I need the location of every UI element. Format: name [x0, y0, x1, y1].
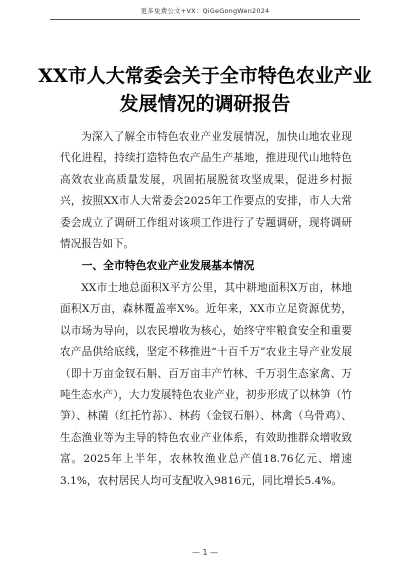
title-line-2: 发展情况的调研报告 — [119, 93, 291, 115]
title-line-1: XX市人大常委会关于全市特色农业产业 — [38, 65, 372, 87]
header-divider — [50, 19, 360, 20]
intro-paragraph: 为深入了解全市特色农业产业发展情况，加快山地农业现代化进程，持续打造特色农产品生产基地，推进现代山地特色高效农业高质量发展，巩固拓展脱贫攻坚成果，促进乡村振兴，按照XX市人大常委会2025年工作要点的安排，市人大常委会成立了调研工作组对该项工作进行了专题调研，现将调研情况报告如下。 — [60, 131, 352, 251]
page-number: — 1 — — [191, 548, 219, 557]
document-title — [0, 62, 410, 118]
header-note: 更多免费公文+VX：QiGeGongWen2024 — [140, 7, 270, 15]
section-1-paragraph: XX市土地总面积X平方公里，其中耕地面积X万亩，林地面积X万亩，森林覆盖率X%。近年来，XX市立足资源优势，以市场为导向，以农民增收为核心，始终守牢粮食安全和重要农产品供给底线，坚定不移推进“十百千万”农业主导产业发展（即十万亩金钗石斛、百万亩丰产竹林、千万羽生态家禽、万吨生态水产），大力发展特色农业产业，初步形成了以林笋（竹笋）、林菌（红托竹荪）、林药（金钗石斛）、林禽（乌骨鸡）、生态渔业等为主导的特色农业产业体系，有效助推群众增收致富。2025年上半年，农林牧渔业总产值18.76亿元、增速3.1%，农村居民人均可支配收入9816元，同比增长5.4%。 — [60, 282, 352, 487]
section-heading-1: 一、全市特色农业产业发展基本情况 — [81, 259, 255, 272]
